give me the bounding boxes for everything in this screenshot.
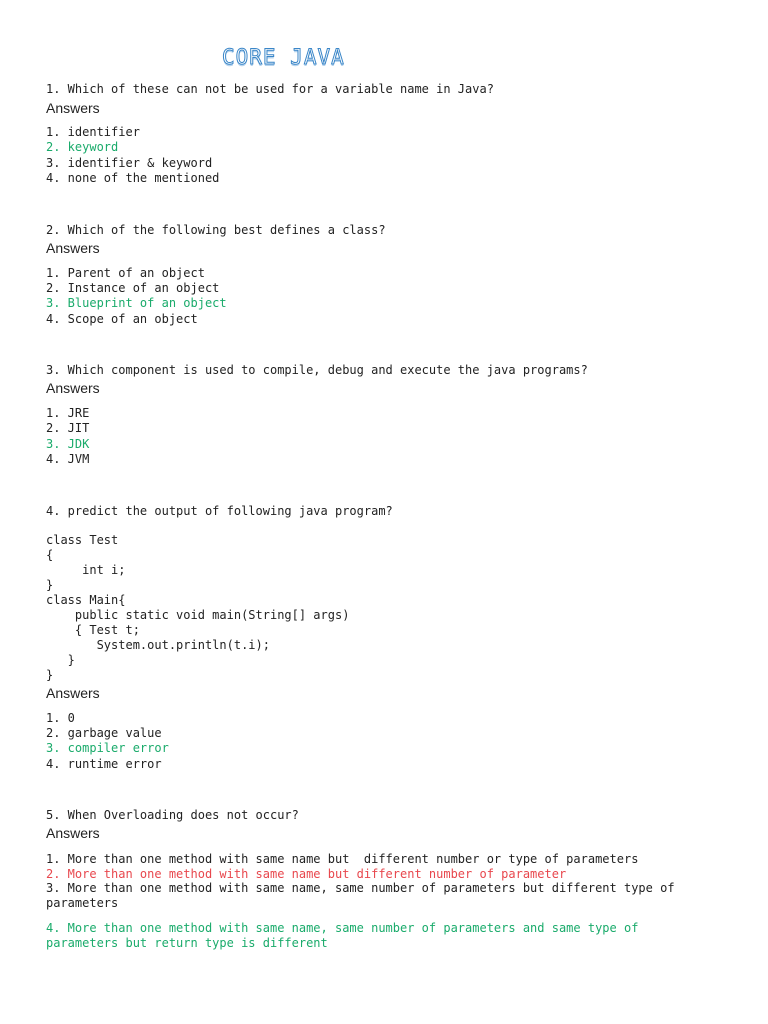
question-5-option-3: 3. More than one method with same name, same number of parameters but different type of parameters <box>46 881 675 910</box>
code-line: class Main{ <box>46 593 126 607</box>
question-2-option-2: 2. Instance of an object <box>46 281 220 295</box>
code-line: public static void main(String[] args) <box>46 608 350 622</box>
question-1-text: 1. Which of these can not be used for a variable name in Java? <box>46 82 494 96</box>
question-1-option-2-correct: 2. keyword <box>46 140 119 154</box>
question-4-text: 4. predict the output of following java program? <box>46 504 393 518</box>
code-line: { Test t; <box>46 623 140 637</box>
code-line: { <box>46 548 54 562</box>
question-4-option-1: 1. 0 <box>46 711 75 725</box>
question-1-option-3: 3. identifier & keyword <box>46 156 213 170</box>
question-3-answers-heading: Answers <box>46 380 100 396</box>
question-2-option-4: 4. Scope of an object <box>46 312 198 326</box>
question-1-option-4: 4. none of the mentioned <box>46 171 220 185</box>
question-3-option-3-correct: 3. JDK <box>46 437 90 451</box>
code-line: } <box>46 653 75 667</box>
question-4-option-2: 2. garbage value <box>46 726 162 740</box>
question-3-option-2: 2. JIT <box>46 421 90 435</box>
question-5-option-2-wrong: 2. More than one method with same name but different number of parameter <box>46 867 567 881</box>
question-5-option-1: 1. More than one method with same name but different number or type of parameters <box>46 852 639 866</box>
question-3-option-1: 1. JRE <box>46 406 90 420</box>
code-line: class Test <box>46 533 119 547</box>
question-5-text: 5. When Overloading does not occur? <box>46 808 299 822</box>
code-line: System.out.println(t.i); <box>46 638 270 652</box>
question-1-option-1: 1. identifier <box>46 125 140 139</box>
question-4-answers-heading: Answers <box>46 685 100 701</box>
question-2-answers-heading: Answers <box>46 240 100 256</box>
question-3-text: 3. Which component is used to compile, debug and execute the java programs? <box>46 363 588 377</box>
code-line: } <box>46 668 54 682</box>
question-2-text: 2. Which of the following best defines a class? <box>46 223 386 237</box>
question-2-option-1: 1. Parent of an object <box>46 266 205 280</box>
question-4-option-4: 4. runtime error <box>46 757 162 771</box>
code-line: } <box>46 578 54 592</box>
question-2-option-3-correct: 3. Blueprint of an object <box>46 296 227 310</box>
page-title: CORE JAVA <box>222 45 345 69</box>
question-5-option-4-correct: 4. More than one method with same name, same number of parameters and same type of parameters but return type is different <box>46 921 639 950</box>
question-4-option-3-correct: 3. compiler error <box>46 741 169 755</box>
code-line: int i; <box>46 563 126 577</box>
question-3-option-4: 4. JVM <box>46 452 90 466</box>
question-1-answers-heading: Answers <box>46 100 100 116</box>
question-5-answers-heading: Answers <box>46 825 100 841</box>
